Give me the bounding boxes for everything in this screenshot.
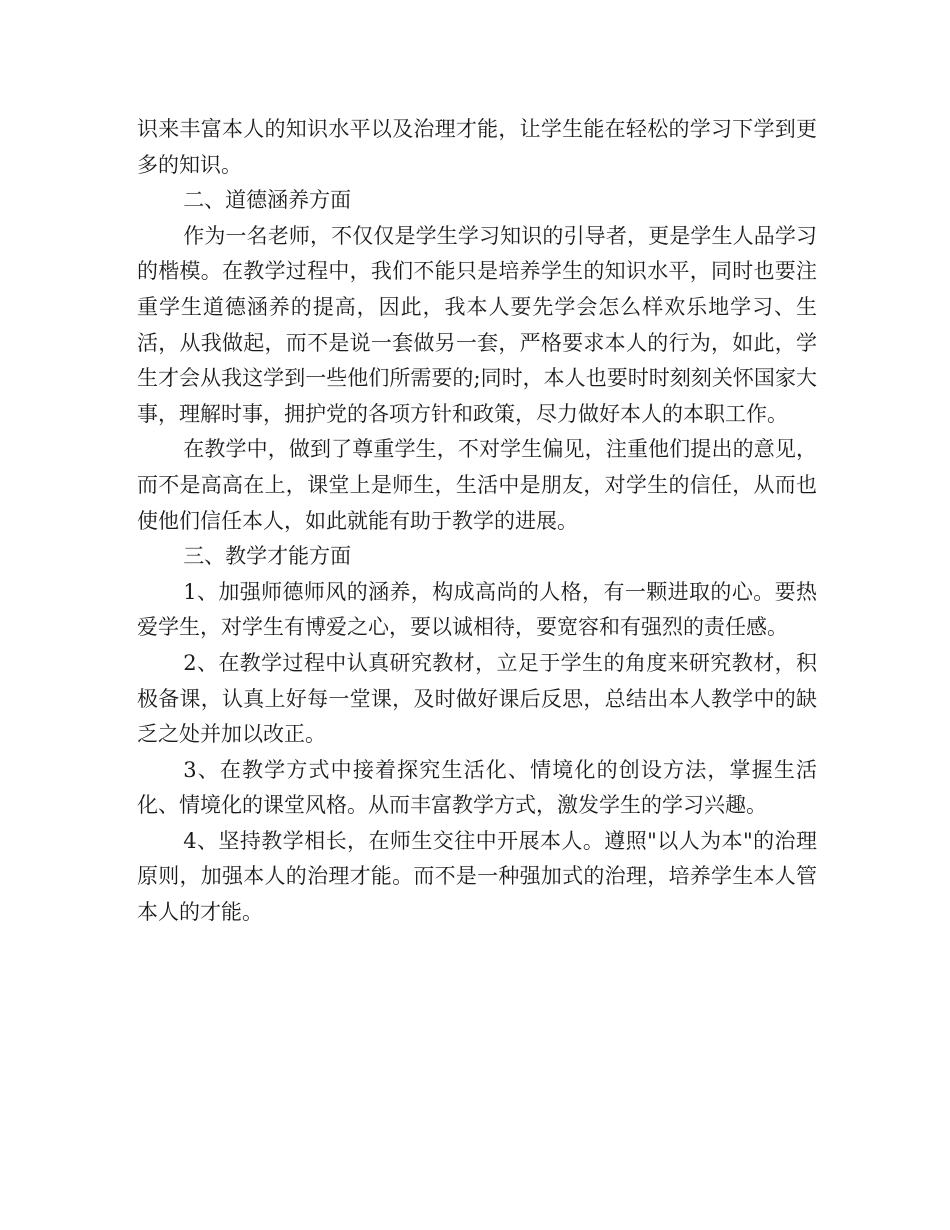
- list-item-2: 2、在教学过程中认真研究教材，立足于学生的角度来研究教材，积极备课，认真上好每一堂课，及时做好课后反思，总结出本人教学中的缺乏之处并加以改正。: [137, 650, 817, 747]
- paragraph-continued: 识来丰富本人的知识水平以及治理才能，让学生能在轻松的学习下学到更多的知识。: [137, 117, 817, 177]
- document-body: [137, 112, 817, 931]
- list-item-3: 3、在教学方式中接着探究生活化、情境化的创设方法，掌握生活化、情境化的课堂风格。从而丰富教学方式，激发学生的学习兴趣。: [137, 757, 817, 818]
- list-item-4: 4、坚持教学相长，在师生交往中开展本人。遵照"以人为本"的治理原则，加强本人的治理才能。而不是一种强加式的治理，培养学生本人管本人的才能。: [137, 828, 817, 925]
- paragraph-respect-students: 在教学中，做到了尊重学生，不对学生偏见，注重他们提出的意见，而不是高高在上，课堂上是师生，生活中是朋友，对学生的信任，从而也使他们信任本人，如此就能有助于教学的进展。: [137, 437, 817, 533]
- section-heading-teaching: 三、教学才能方面: [183, 544, 352, 569]
- section-heading-moral: 二、道德涵养方面: [183, 188, 352, 213]
- list-item-1: 1、加强师德师风的涵养，构成高尚的人格，有一颗进取的心。要热爱学生，对学生有博爱之心，要以诚相待，要宽容和有强烈的责任感。: [137, 579, 817, 640]
- paragraph-moral-role-model: 作为一名老师，不仅仅是学生学习知识的引导者，更是学生人品学习的楷模。在教学过程中，我们不能只是培养学生的知识水平，同时也要注重学生道德涵养的提高，因此，我本人要先学会怎么样欢乐地学习、生活，从我做起，而不是说一套做另一套，严格要求本人的行为，如此，学生才会从我这学到一些他们所需要的;同时，本人也要时时刻刻关怀国家大事，理解时事，拥护党的各项方针和政策，尽力做好本人的本职工作。: [137, 223, 817, 426]
